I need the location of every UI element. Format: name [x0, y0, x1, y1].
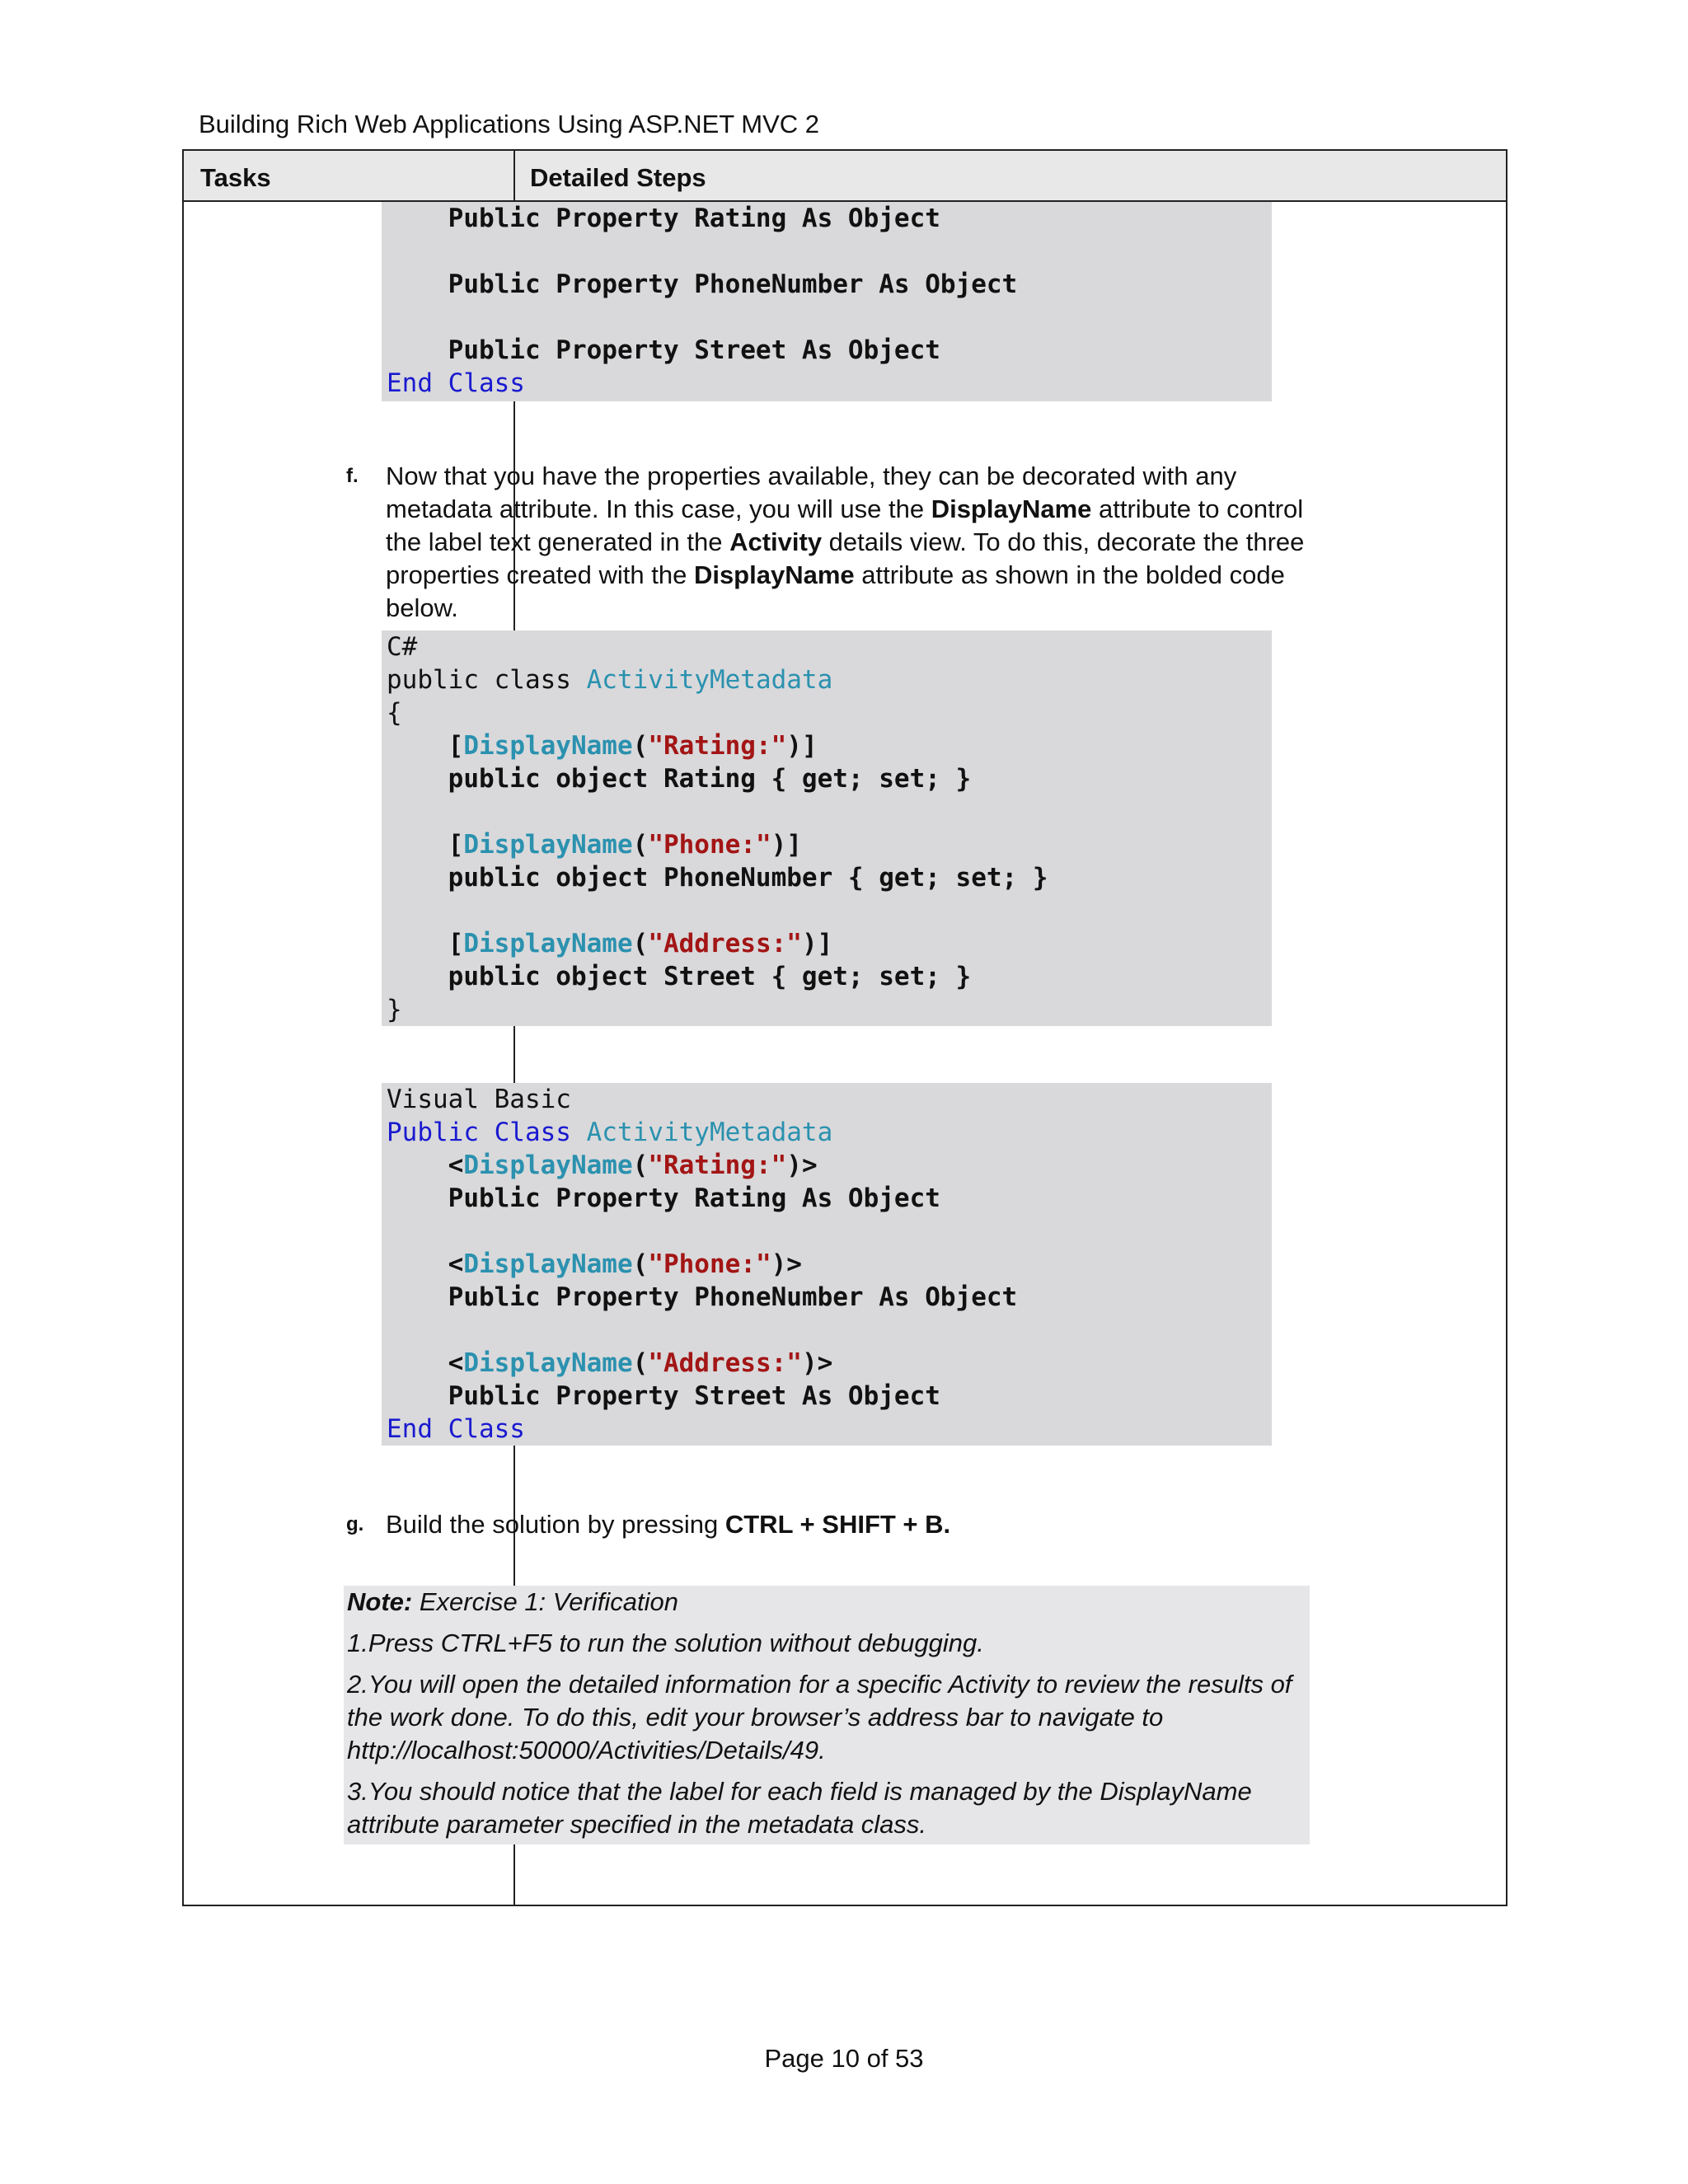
code-line: }: [387, 995, 402, 1024]
code-line: [DisplayName("Rating:")]: [387, 731, 818, 761]
code-line: public object PhoneNumber { get; set; }: [448, 863, 1048, 893]
code-line: Public Property Street As Object: [448, 1381, 940, 1411]
page-number: Page 10 of 53: [764, 2044, 924, 2073]
note-item: 1.Press CTRL+F5 to run the solution without debugging.: [347, 1629, 984, 1657]
code-line: [DisplayName("Address:")]: [387, 929, 833, 958]
code-line: public object Street { get; set; }: [448, 962, 972, 991]
note-item: 3.You should notice that the label for each field is managed by the DisplayName attribute parameter specified in the metadata class.: [347, 1777, 1252, 1839]
code-lang-label: C#: [387, 632, 418, 662]
code-line: Public Property PhoneNumber As Object: [448, 1282, 1018, 1312]
code-line: Public Property Rating As Object: [448, 1183, 940, 1213]
code-line: Public Property PhoneNumber As Object: [448, 269, 1018, 299]
column-header-tasks: Tasks: [200, 163, 271, 192]
code-line: Public Property Rating As Object: [448, 204, 940, 233]
note-item: 2.You will open the detailed information for a specific Activity to review the results of the work done. To do this, edit your browser’s address bar to navigate to http://localhost:50000/Activities/Details/49.: [347, 1670, 1292, 1765]
code-line: public object Rating { get; set; }: [448, 764, 972, 794]
step-f: [346, 460, 1311, 625]
code-line: End Class: [387, 368, 525, 398]
code-line: <DisplayName("Phone:")>: [387, 1249, 802, 1279]
code-line: End Class: [387, 1414, 525, 1444]
code-block-csharp: [382, 630, 1272, 1026]
code-line: [387, 795, 1267, 828]
code-line: [DisplayName("Phone:")]: [387, 830, 802, 860]
step-text: Build the solution by pressing CTRL + SHIFT + B.: [386, 1510, 951, 1539]
column-header-detailed-steps: Detailed Steps: [530, 163, 706, 192]
code-line: [387, 1215, 1267, 1248]
code-block-visual-basic: [382, 1083, 1272, 1446]
code-line: Public Property Street As Object: [448, 335, 940, 365]
document-header: Building Rich Web Applications Using ASP.NET MVC 2: [199, 110, 819, 138]
step-text: Now that you have the properties available, they can be decorated with any metadata attribute. In this case, you will use the DisplayName attribute to control the label text generated in the Activity details view. To do this, decorate the three properties created with the DisplayName attribute as shown in the bolded code below.: [386, 462, 1305, 622]
note-box: [344, 1586, 1310, 1844]
code-line: {: [387, 698, 402, 728]
step-g: [346, 1508, 1311, 1541]
code-line: [387, 894, 1267, 927]
note-title: Note: Exercise 1: Verification: [347, 1587, 678, 1616]
code-line: [387, 235, 1267, 268]
code-block-vb-continued: [382, 202, 1272, 401]
table-header-row: [184, 151, 1506, 202]
code-line: [387, 301, 1267, 334]
code-line: <DisplayName("Address:")>: [387, 1348, 833, 1378]
code-lang-label: Visual Basic: [387, 1085, 571, 1114]
code-line: public class ActivityMetadata: [387, 665, 833, 695]
code-line: Public Class ActivityMetadata: [387, 1118, 833, 1147]
step-marker: f.: [346, 465, 359, 487]
step-marker: g.: [346, 1513, 364, 1535]
code-line: [387, 1314, 1267, 1347]
code-line: <DisplayName("Rating:")>: [387, 1151, 818, 1180]
